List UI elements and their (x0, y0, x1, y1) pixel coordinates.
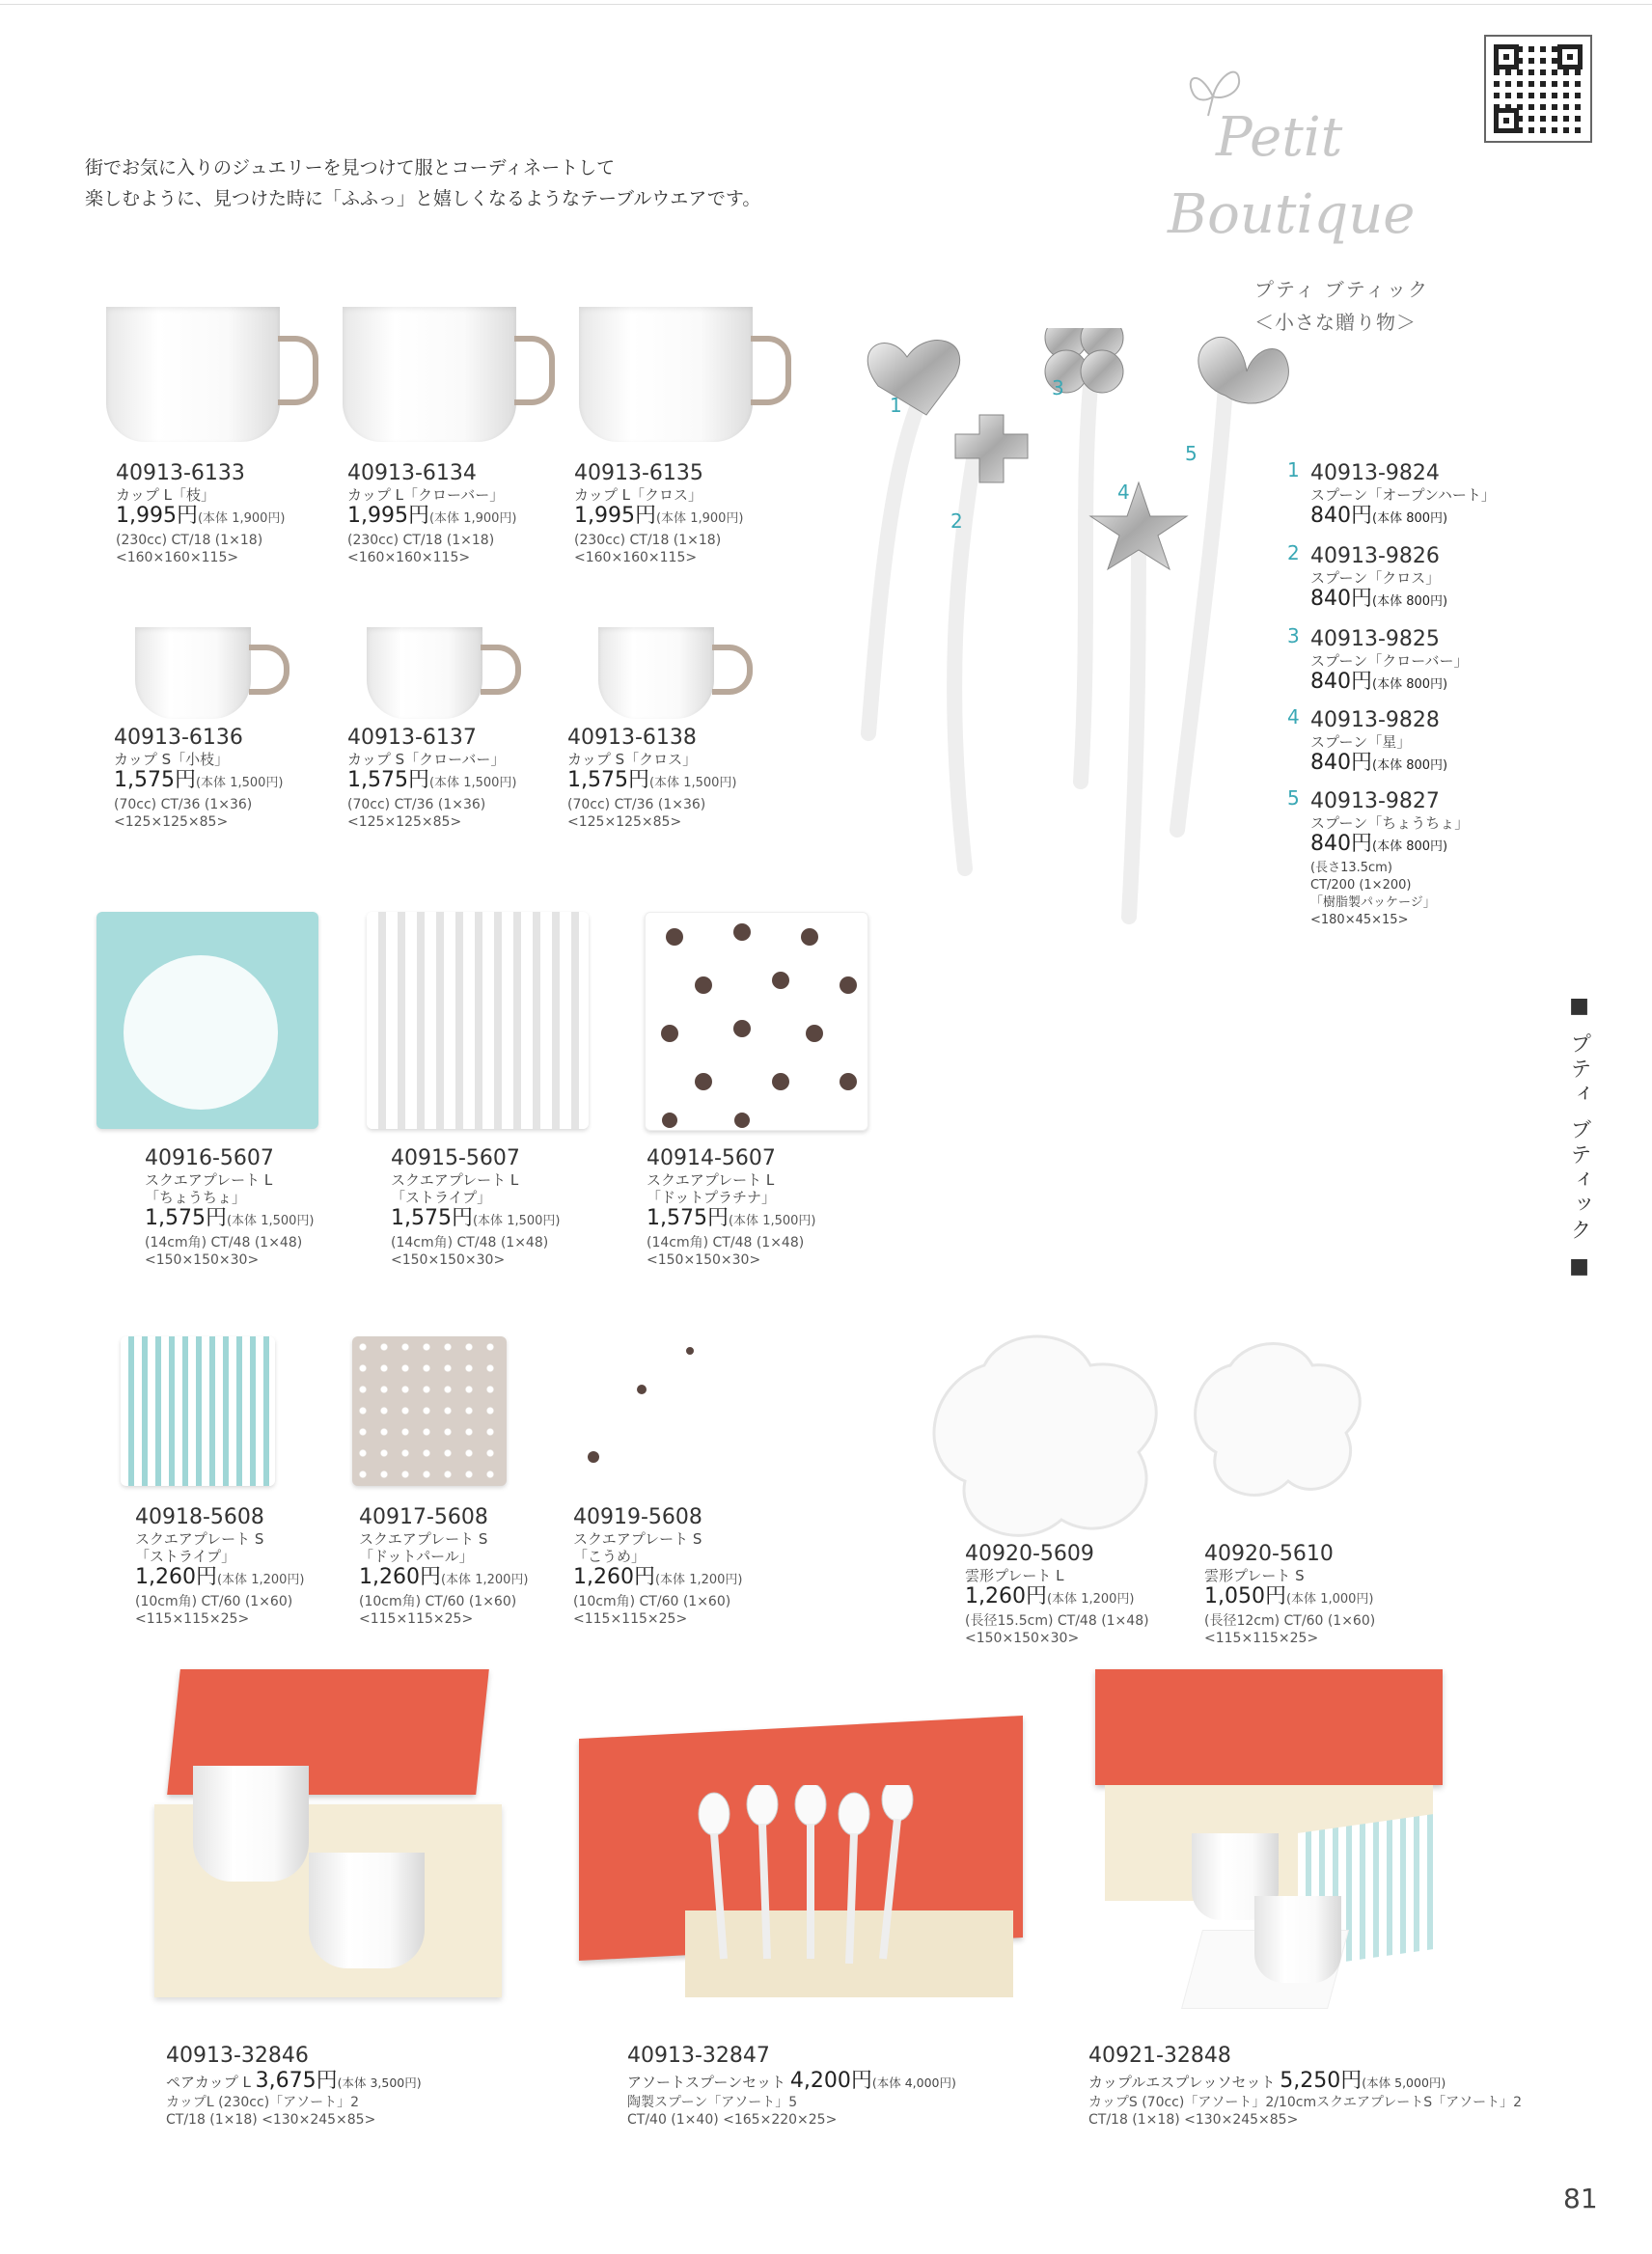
product-size: <115×115×25> (359, 1611, 474, 1627)
cloud-plate-s-image (1182, 1336, 1375, 1510)
product-size: CT/18 (1×18) <130×245×85> (1088, 2112, 1299, 2128)
plate-item[interactable] (391, 1146, 560, 1269)
product-base-price: (本体 800円) (1372, 594, 1448, 609)
spoon-length: (長さ13.5cm) (1310, 861, 1392, 875)
cup-item[interactable] (114, 726, 283, 831)
product-code: 40920-5610 (1204, 1542, 1334, 1566)
ume-pattern (574, 1332, 719, 1476)
spoon-item[interactable] (1287, 541, 1448, 615)
product-code: 40916-5607 (145, 1146, 274, 1170)
product-price: 1,575円 (391, 1206, 473, 1230)
qr-finder-icon (1494, 44, 1519, 69)
cloud-plate-l-image (917, 1327, 1187, 1549)
product-spec: (長径15.5cm) CT/48 (1×48) (965, 1613, 1149, 1629)
product-base-price: (本体 1,200円) (216, 1573, 305, 1587)
product-code: 40918-5608 (135, 1505, 264, 1529)
product-price: 1,575円 (647, 1206, 729, 1230)
spoons-row-image (685, 1785, 926, 1997)
cloud-plate-item[interactable] (965, 1542, 1149, 1647)
cup-s-cross-image (598, 627, 753, 719)
product-base-price: (本体 1,200円) (1046, 1592, 1135, 1607)
product-price: 840円 (1310, 751, 1372, 775)
product-price: 840円 (1310, 832, 1372, 856)
product-name: スプーン「クロス」 (1310, 569, 1441, 587)
plate-s-ume-image (574, 1332, 719, 1476)
product-name: スクエアプレート L (145, 1171, 273, 1189)
plate-item[interactable] (145, 1146, 314, 1269)
spoon-number: 4 (1287, 705, 1300, 728)
product-price: 1,575円 (347, 768, 429, 792)
product-base-price: (本体 1,500円) (472, 1214, 561, 1228)
product-name: スクエアプレート S (359, 1530, 488, 1548)
intro-line-2: 楽しむように、見つけた時に「ふふっ」と嬉しくなるようなテーブルウエアです。 (85, 188, 761, 209)
section-side-tab: ■ プティ ブティック ■ (1567, 994, 1591, 1282)
product-spec: (14cm角) CT/48 (1×48) (145, 1235, 303, 1251)
product-name: スプーン「星」 (1310, 733, 1412, 751)
product-base-price: (本体 1,500円) (195, 776, 284, 790)
product-code: 40915-5607 (391, 1146, 520, 1170)
product-name: カップ L「クローバー」 (347, 486, 505, 504)
product-code: 40913-6136 (114, 726, 243, 750)
cup-item[interactable] (574, 461, 743, 566)
product-price: 1,260円 (965, 1584, 1047, 1608)
product-size: <125×125×85> (347, 814, 462, 830)
product-size: <150×150×30> (391, 1252, 506, 1268)
product-size: <150×150×30> (145, 1252, 260, 1268)
intro-line-1: 街でお気に入りのジュエリーを見つけて服とコーディネートして (85, 157, 616, 179)
product-size: <160×160×115> (347, 550, 471, 565)
product-name: スプーン「オープンハート」 (1310, 486, 1496, 504)
product-spec: (230cc) CT/18 (1×18) (116, 533, 263, 548)
spoon-number: 5 (1287, 786, 1300, 810)
product-base-price: (本体 1,500円) (728, 1214, 816, 1228)
product-spec: (14cm角) CT/48 (1×48) (391, 1235, 549, 1251)
product-spec: (14cm角) CT/48 (1×48) (647, 1235, 805, 1251)
product-size: <115×115×25> (1204, 1631, 1319, 1646)
product-code: 40913-9824 (1310, 461, 1440, 485)
product-name: スクエアプレート L (391, 1171, 519, 1189)
product-code: 40914-5607 (647, 1146, 776, 1170)
product-code: 40913-6133 (116, 461, 245, 485)
product-code: 40913-32847 (627, 2044, 770, 2068)
product-spec: カップS (70cc)「アソート」2/10cmスクエアプレートS「アソート」2 (1088, 2095, 1523, 2110)
cup-item[interactable] (116, 461, 285, 566)
product-variant: 「ストライプ」 (391, 1189, 492, 1206)
product-price: 1,575円 (114, 768, 196, 792)
product-size: CT/40 (1×40) <165×220×25> (627, 2112, 838, 2128)
spoon-marker: 3 (1052, 376, 1064, 399)
product-spec: 陶製スプーン「アソート」5 (627, 2095, 798, 2110)
product-code: 40920-5609 (965, 1542, 1094, 1566)
dot-pattern (646, 913, 867, 1130)
product-name: スクエアプレート S (573, 1530, 702, 1548)
spoon-item[interactable] (1287, 786, 1470, 929)
product-base-price: (本体 800円) (1372, 511, 1448, 526)
cloud-plate-item[interactable] (1204, 1542, 1375, 1647)
product-price: 5,250円 (1280, 2069, 1363, 2093)
product-name: 雲形プレート L (965, 1567, 1064, 1584)
product-name: アソートスプーンセット (627, 2074, 786, 2091)
product-base-price: (本体 800円) (1372, 758, 1448, 773)
brand-subtitle: ＜小さな贈り物＞ (1254, 311, 1417, 334)
product-name: カップ S「小枝」 (114, 751, 230, 768)
spoon-item[interactable] (1287, 705, 1448, 779)
product-base-price: (本体 1,500円) (428, 776, 517, 790)
product-size: <125×125×85> (114, 814, 229, 830)
spoon-marker: 5 (1185, 442, 1198, 465)
spoon-size: <180×45×15> (1310, 913, 1409, 927)
qr-finder-icon (1494, 108, 1519, 133)
product-name: カップ L「枝」 (116, 486, 215, 504)
spoon-number: 2 (1287, 541, 1300, 564)
set-item[interactable] (627, 2044, 956, 2129)
product-size: <115×115×25> (573, 1611, 688, 1627)
product-size: <160×160×115> (116, 550, 239, 565)
product-base-price: (本体 1,900円) (428, 511, 517, 526)
product-base-price: (本体 1,500円) (648, 776, 737, 790)
product-base-price: (本体 5,000円) (1362, 2075, 1446, 2090)
brand-kana: プティ ブティック (1254, 278, 1430, 301)
product-base-price: (本体 1,900円) (197, 511, 286, 526)
product-name: 雲形プレート S (1204, 1567, 1305, 1584)
qr-code[interactable] (1484, 35, 1592, 143)
cup-l-branch-image (106, 307, 328, 442)
product-size: <150×150×30> (965, 1631, 1080, 1646)
qr-finder-icon (1557, 44, 1583, 69)
product-price: 840円 (1310, 587, 1372, 611)
product-price: 840円 (1310, 670, 1372, 694)
product-code: 40913-6138 (567, 726, 697, 750)
product-code: 40913-6135 (574, 461, 703, 485)
page-number: 81 (1563, 2183, 1598, 2214)
plate-stripe-image (367, 912, 589, 1129)
product-spec: (230cc) CT/18 (1×18) (347, 533, 495, 548)
cup-l-cross-image (579, 307, 801, 442)
spoon-number: 3 (1287, 624, 1300, 647)
product-name: スプーン「クローバー」 (1310, 652, 1469, 670)
product-name: ペアカップ L (166, 2074, 251, 2091)
product-variant: 「ストライプ」 (135, 1548, 236, 1565)
product-size: <150×150×30> (647, 1252, 761, 1268)
product-price: 840円 (1310, 504, 1372, 528)
product-base-price: (本体 800円) (1372, 677, 1448, 692)
product-name: カップ S「クロス」 (567, 751, 698, 768)
product-name: スクエアプレート S (135, 1530, 264, 1548)
plate-item[interactable] (647, 1146, 815, 1269)
spoon-marker: 2 (950, 509, 963, 533)
product-code: 40913-9827 (1310, 789, 1440, 813)
product-base-price: (本体 1,200円) (440, 1573, 529, 1587)
cup-image (309, 1853, 425, 1968)
spoon-set-image (579, 1718, 1023, 2026)
product-spec: (10cm角) CT/60 (1×60) (359, 1594, 517, 1609)
plate-circle (124, 955, 278, 1110)
product-spec: カップL (230cc)「アソート」2 (166, 2095, 360, 2110)
product-code: 40921-32848 (1088, 2044, 1231, 2068)
product-code: 40919-5608 (573, 1505, 702, 1529)
product-name: スクエアプレート L (647, 1171, 775, 1189)
product-base-price: (本体 1,000円) (1285, 1592, 1374, 1607)
spoon-marker: 1 (890, 394, 902, 417)
brand-logo-line-1: Petit (1216, 106, 1343, 169)
product-size: CT/18 (1×18) <130×245×85> (166, 2112, 376, 2128)
set-item[interactable] (1088, 2044, 1522, 2129)
qr-pattern (1494, 44, 1583, 133)
plate-s-dot-pearl-image (352, 1336, 507, 1486)
cup-item[interactable] (567, 726, 736, 831)
product-code: 40917-5608 (359, 1505, 488, 1529)
spoon-number: 1 (1287, 458, 1300, 481)
product-price: 1,260円 (573, 1565, 655, 1589)
cup-l-clover-image (343, 307, 564, 442)
product-price: 1,575円 (567, 768, 649, 792)
product-spec: (長径12cm) CT/60 (1×60) (1204, 1613, 1376, 1629)
plate-s-item[interactable] (573, 1505, 742, 1628)
product-price: 1,260円 (359, 1565, 441, 1589)
product-name: カップ L「クロス」 (574, 486, 702, 504)
plate-butterfly-image (96, 912, 318, 1129)
product-base-price: (本体 1,500円) (226, 1214, 315, 1228)
product-code: 40913-32846 (166, 2044, 309, 2068)
product-price: 1,575円 (145, 1206, 227, 1230)
spoon-marker: 4 (1117, 481, 1130, 504)
product-price: 1,995円 (574, 504, 656, 528)
product-base-price: (本体 800円) (1372, 839, 1448, 854)
brand-logo-line-2: Boutique (1168, 183, 1416, 246)
product-code: 40913-9826 (1310, 544, 1440, 568)
product-size: <125×125×85> (567, 814, 682, 830)
product-variant: 「ドットパール」 (359, 1548, 474, 1565)
product-name: カップルエスプレッソセット (1088, 2074, 1276, 2091)
product-base-price: (本体 3,500円) (337, 2075, 422, 2090)
product-price: 3,675円 (255, 2069, 338, 2093)
plate-s-item[interactable] (135, 1505, 304, 1628)
plate-s-stripe-image (121, 1336, 275, 1486)
product-variant: 「ちょうちょ」 (145, 1189, 247, 1206)
product-spec: (70cc) CT/36 (1×36) (567, 797, 706, 812)
cup-s-twig-image (135, 627, 289, 719)
gift-box-lid (1095, 1669, 1443, 1785)
product-size: <115×115×25> (135, 1611, 250, 1627)
spoon-item[interactable] (1287, 624, 1469, 698)
product-spec: (10cm角) CT/60 (1×60) (573, 1594, 731, 1609)
product-code: 40913-9825 (1310, 627, 1440, 651)
cup-item[interactable] (347, 461, 516, 566)
spoon-package: 「樹脂製パッケージ」 (1310, 895, 1436, 910)
product-size: <160×160×115> (574, 550, 698, 565)
product-spec: (10cm角) CT/60 (1×60) (135, 1594, 293, 1609)
top-rule (0, 4, 1652, 5)
product-name: カップ S「クローバー」 (347, 751, 506, 768)
spoon-carton: CT/200 (1×200) (1310, 878, 1412, 893)
product-price: 1,050円 (1204, 1584, 1286, 1608)
cup-s-clover-image (367, 627, 521, 719)
spoons-image (849, 328, 1351, 926)
product-price: 1,995円 (347, 504, 429, 528)
product-spec: (230cc) CT/18 (1×18) (574, 533, 722, 548)
product-variant: 「ドットプラチナ」 (647, 1189, 776, 1206)
spoon-item[interactable] (1287, 458, 1496, 532)
product-variant: 「こうめ」 (573, 1548, 647, 1565)
product-spec: (70cc) CT/36 (1×36) (114, 797, 253, 812)
product-price: 1,260円 (135, 1565, 217, 1589)
set-item[interactable] (166, 2044, 422, 2129)
plate-s-item[interactable] (359, 1505, 528, 1628)
product-price: 4,200円 (789, 2069, 872, 2093)
product-base-price: (本体 1,200円) (654, 1573, 743, 1587)
cup-image (1254, 1896, 1341, 1983)
product-base-price: (本体 1,900円) (655, 511, 744, 526)
plate-dot-platinum-image (645, 912, 868, 1131)
product-code: 40913-6134 (347, 461, 477, 485)
intro-text (85, 152, 760, 214)
product-code: 40913-9828 (1310, 708, 1440, 732)
product-name: スプーン「ちょうちょ」 (1310, 814, 1470, 832)
product-base-price: (本体 4,000円) (871, 2075, 956, 2090)
product-price: 1,995円 (116, 504, 198, 528)
product-code: 40913-6137 (347, 726, 477, 750)
cup-image (193, 1766, 309, 1882)
product-spec: (70cc) CT/36 (1×36) (347, 797, 486, 812)
pair-cup-set-image (154, 1660, 502, 2026)
cup-item[interactable] (347, 726, 516, 831)
espresso-set-image (1095, 1660, 1462, 2026)
